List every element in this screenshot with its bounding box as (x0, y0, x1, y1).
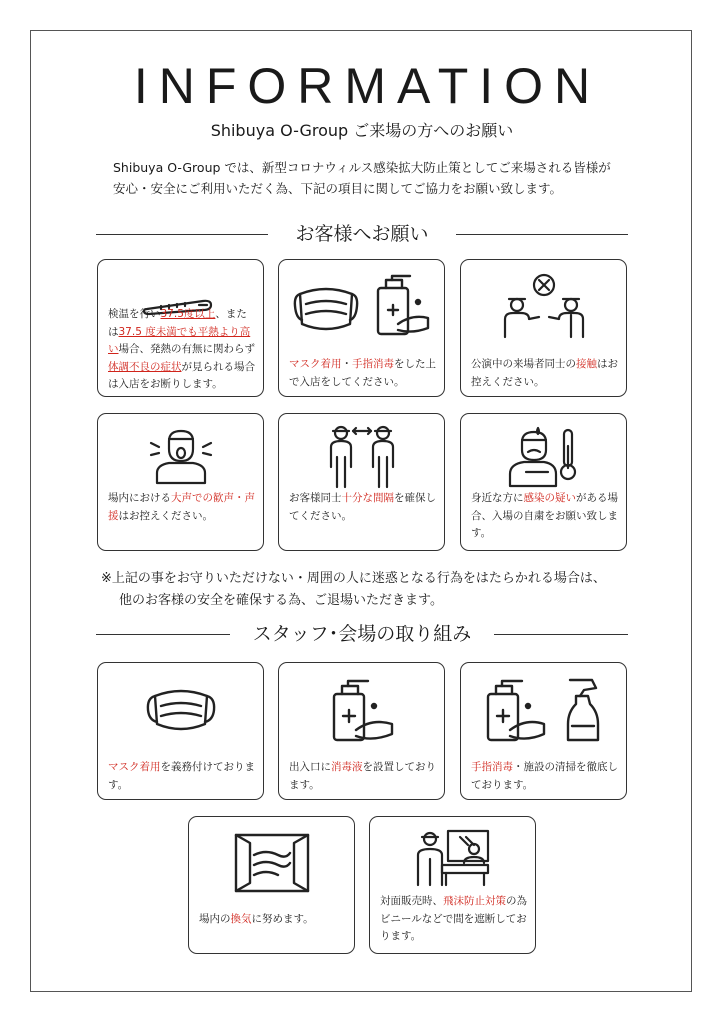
body-text: 対面販売時、 (380, 895, 443, 907)
card-text (108, 759, 255, 794)
card-text (289, 490, 436, 525)
body-text: 場内における (108, 492, 171, 504)
card-mask-sanitize (278, 259, 445, 397)
body-text: ・施設の清掃を徹底しております。 (471, 761, 618, 791)
section-heading-staff (96, 622, 628, 646)
card-sanitizer (278, 662, 445, 800)
highlight-text: 接触 (576, 358, 597, 370)
intro-line-1: Shibuya O-Group では、新型コロナウィルス感染拡大防止策としてご来場される皆様が (113, 160, 611, 175)
body-text: に努めます。 (251, 913, 314, 925)
body-text: 場内の (199, 913, 231, 925)
sick-person-icon (461, 424, 626, 490)
highlight-text: 換気 (230, 913, 252, 925)
card-text (471, 759, 618, 794)
sanitizer-spray-icon (461, 675, 626, 743)
highlight-text: 手指消毒 (471, 761, 513, 773)
body-text: ・ (341, 358, 352, 370)
card-ventilation (188, 816, 355, 954)
card-no-shouting (97, 413, 264, 551)
page-subtitle: Shibuya O-Group ご来場の方へのお願い (210, 121, 514, 140)
highlight-text: 感染の疑い (523, 492, 576, 504)
card-social-distance (278, 413, 445, 551)
warning-note-line-2: 他のお客様の安全を確保する為、ご退場いただきます。 (119, 593, 443, 608)
highlight-text: 十分な間隔 (341, 492, 394, 504)
highlight-text: マスク着用 (108, 761, 161, 773)
body-text: の為ビニールなどで間を遮断しております。 (380, 895, 527, 942)
highlight-text: 消毒液 (331, 761, 363, 773)
body-text: を確保してください。 (289, 492, 436, 522)
mask-sanitizer-icon (279, 270, 444, 342)
sanitizer-icon (279, 677, 444, 743)
shouting-person-icon (98, 426, 263, 486)
body-text: を義務付けております。 (108, 761, 255, 791)
card-text (289, 759, 436, 794)
highlight-text: 大声での歓声・声援 (108, 492, 255, 522)
highlight-text: 体調不良の症状 (108, 360, 182, 373)
highlight-text: 飛沫防止対策 (443, 895, 506, 907)
body-text: 身近な方に (471, 492, 524, 504)
body-text: を設置しております。 (289, 761, 436, 791)
body-text: 、または (108, 308, 247, 338)
body-text: 検温を行い (108, 308, 161, 320)
card-text (108, 306, 255, 394)
card-text (289, 356, 436, 391)
body-text: はお控えください。 (118, 509, 213, 522)
body-text: をした上で入店をしてください。 (289, 358, 436, 388)
partition-icon (370, 827, 535, 889)
highlight-text: 37.5 度未満でも平熱より高い (108, 325, 251, 355)
card-text (199, 911, 346, 929)
highlight-text: 手指消毒 (352, 358, 394, 370)
card-temperature-check (97, 259, 264, 397)
card-text (471, 356, 618, 391)
card-infection-suspicion (460, 413, 627, 551)
warning-note-line-1: ※上記の事をお守りいただけない・周囲の人に迷惑となる行為をはたらかれる場合は、 (101, 571, 606, 586)
body-text: 場合、発熱の有無に関わらず (118, 343, 255, 355)
social-distance-icon (279, 424, 444, 490)
body-text: 公演中の来場者同士の (471, 358, 576, 370)
card-no-contact (460, 259, 627, 397)
mask-icon (98, 677, 263, 743)
card-text (380, 893, 527, 946)
body-text: 出入口に (289, 761, 331, 773)
body-text: が見られる場合は入店をお断りします。 (108, 360, 255, 390)
highlight-text: マスク着用 (289, 358, 342, 370)
section-heading-label: お客様へお願い (295, 223, 429, 245)
warning-note (101, 568, 641, 612)
intro-text (113, 157, 633, 199)
section-heading-customers (96, 222, 628, 246)
card-text (108, 490, 255, 525)
section-heading-label: スタッフ･会場の取り組み (252, 623, 472, 645)
ventilation-icon (189, 829, 354, 895)
page-title: INFORMATION (133, 58, 602, 114)
no-contact-icon (461, 270, 626, 342)
highlight-text: 37.5度以上 (160, 308, 216, 320)
card-staff-mask (97, 662, 264, 800)
body-text: がある場合、入場の自粛をお願い致します。 (471, 492, 618, 539)
body-text: はお控えください。 (471, 358, 618, 388)
card-text (471, 490, 618, 543)
card-cleaning (460, 662, 627, 800)
body-text: お客様同士 (289, 492, 342, 504)
intro-line-2: 安心・安全にご利用いただく為、下記の項目に関してご協力をお願い致します。 (113, 181, 563, 196)
card-partition (369, 816, 536, 954)
